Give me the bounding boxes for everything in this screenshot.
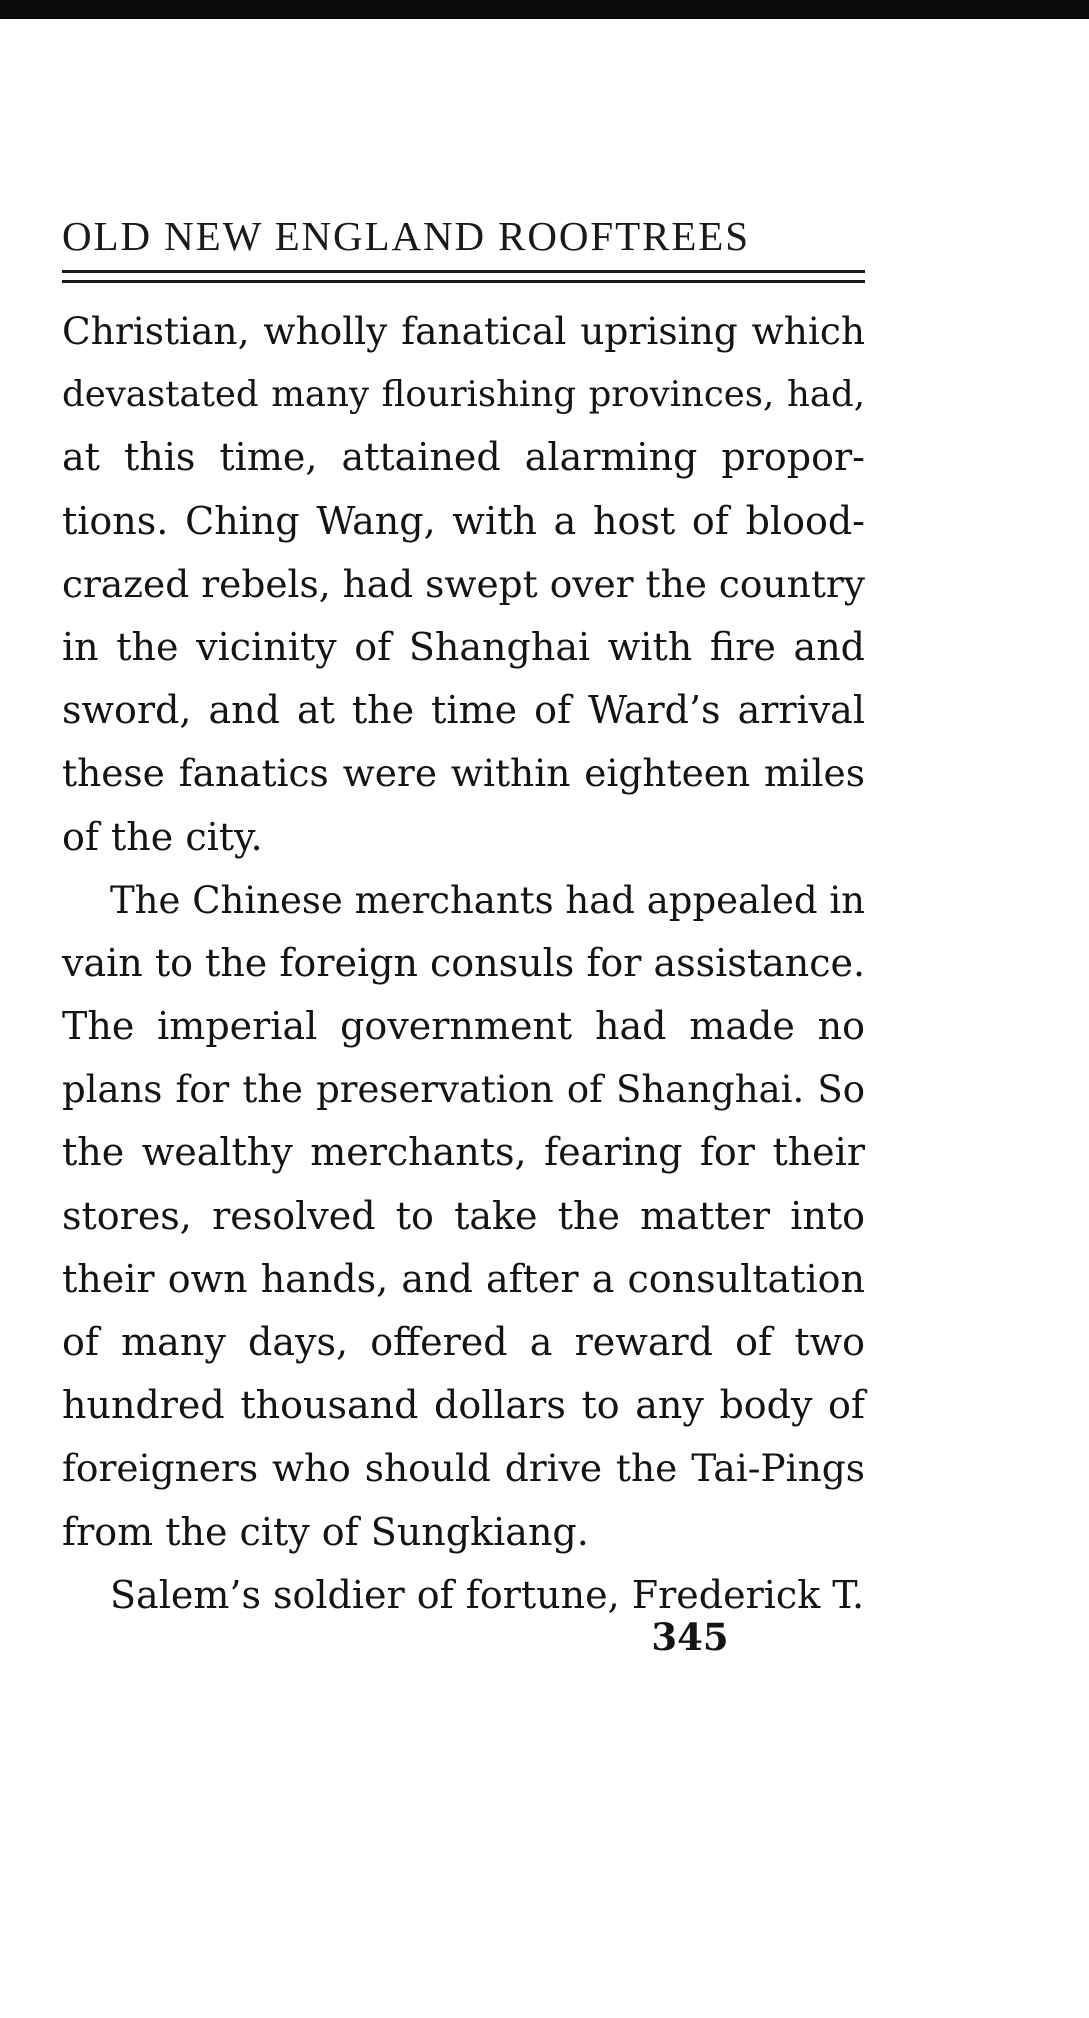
text-line: crazed rebels, had swept over the country	[62, 561, 865, 606]
text-line: the wealthy merchants, fearing for their	[62, 1130, 865, 1175]
text-line: these fanatics were within eighteen miles	[62, 751, 865, 796]
text-line: tions. Ching Wang, with a host of blood-	[62, 498, 865, 543]
text-line: vain to the foreign consuls for assistance.	[62, 940, 866, 985]
text-line: of the city.	[62, 814, 263, 859]
text-line: in the vicinity of Shanghai with fire and	[62, 624, 865, 669]
text-line: plans for the preservation of Shanghai. So	[62, 1068, 865, 1112]
text-line: from the city of Sungkiang.	[62, 1509, 589, 1554]
text-line: stores, resolved to take the matter into	[62, 1193, 865, 1238]
text-line: devastated many flourishing provinces, had,	[62, 374, 865, 416]
text-line: at this time, attained alarming propor-	[62, 435, 865, 480]
text-line: The imperial government had made no	[62, 1004, 865, 1049]
text-line: hundred thousand dollars to any body of	[62, 1383, 865, 1428]
header-rule-top	[62, 270, 865, 273]
top-edge-bar	[0, 0, 1089, 19]
text-line: their own hands, and after a consultation	[62, 1256, 865, 1301]
text-line: of many days, offered a reward of two	[62, 1320, 865, 1364]
text-line: The Chinese merchants had appealed in	[110, 878, 865, 922]
text-line: foreigners who should drive the Tai-Pings	[62, 1446, 865, 1491]
header-rule-bottom	[62, 280, 865, 283]
body-text	[62, 300, 865, 1627]
text-line: Christian, wholly fanatical uprising which	[62, 309, 865, 353]
page-number: 345	[651, 1615, 729, 1659]
text-line: sword, and at the time of Ward’s arrival	[62, 688, 865, 733]
running-head: OLD NEW ENGLAND ROOFTREES	[62, 213, 750, 259]
text-line: Salem’s soldier of fortune, Frederick T.	[110, 1572, 865, 1617]
